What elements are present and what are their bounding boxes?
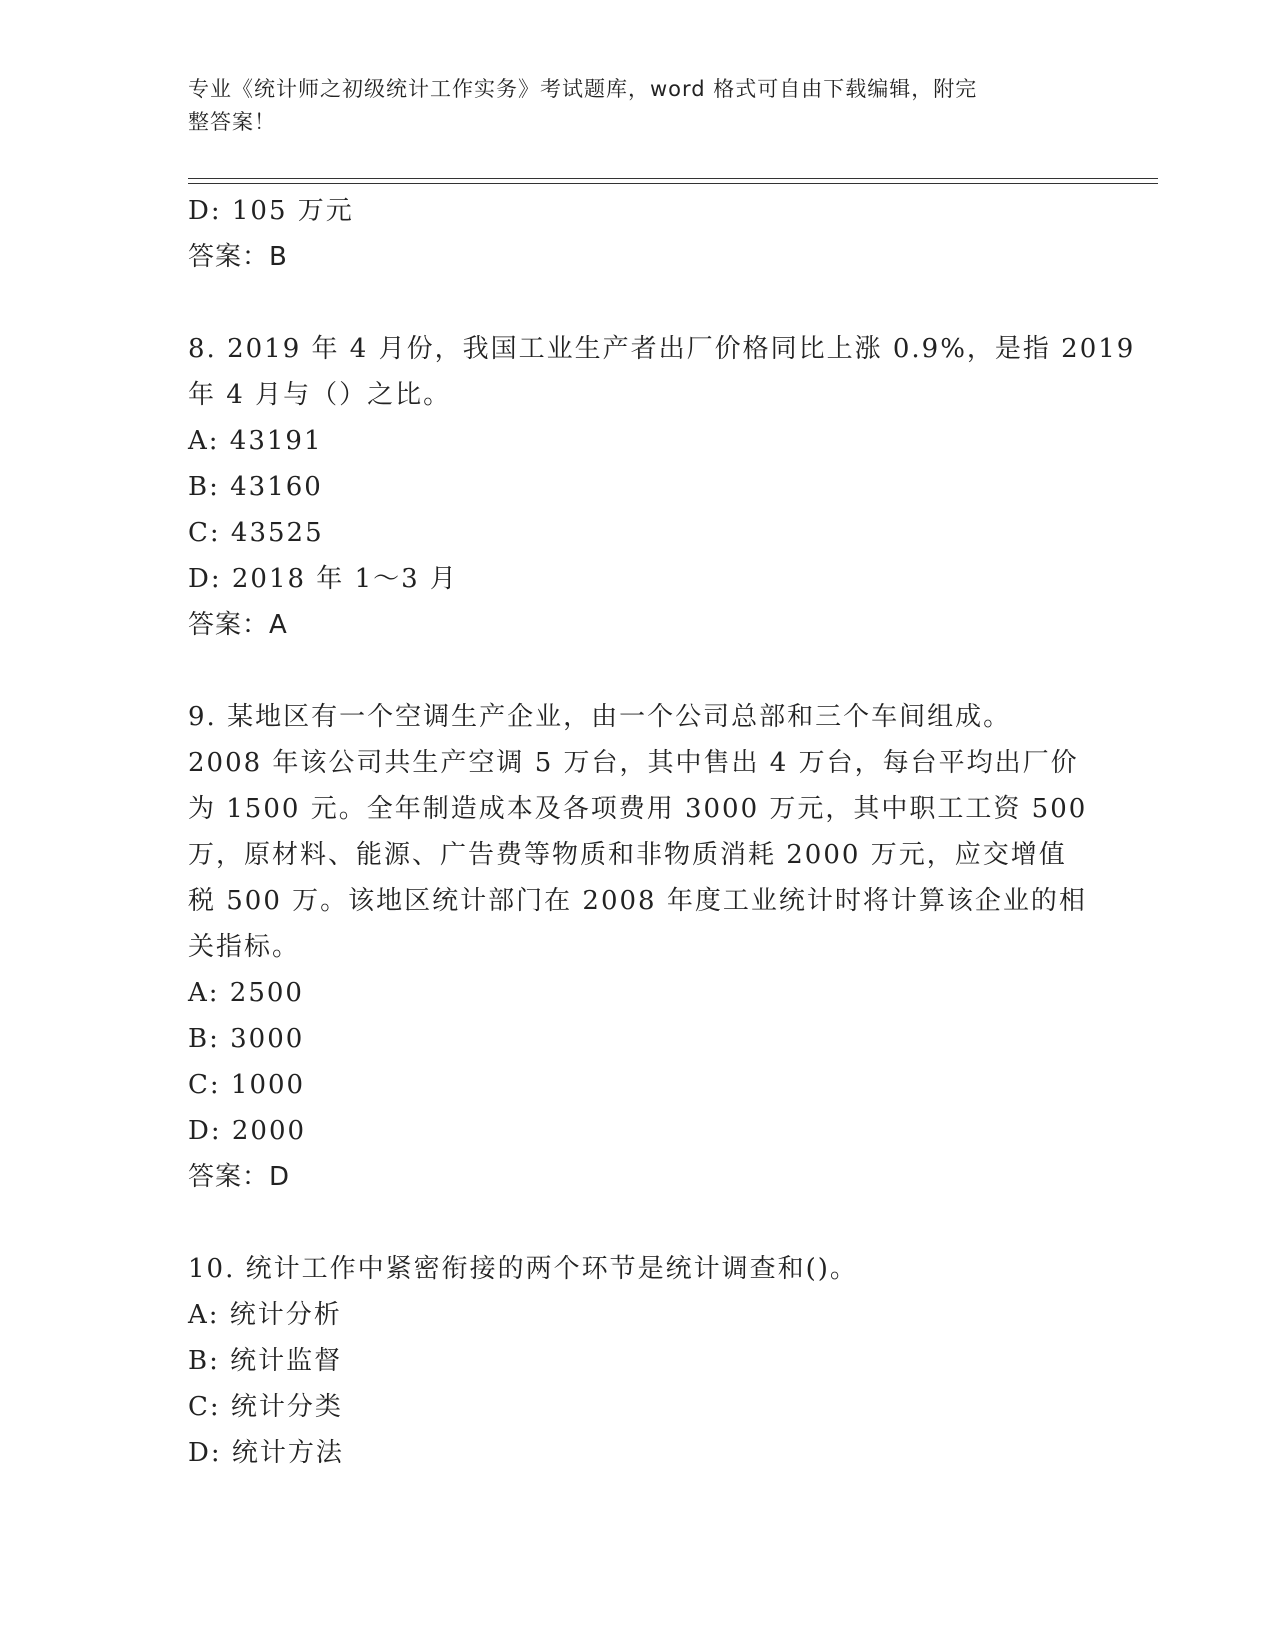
header-divider-bottom [188,183,1158,184]
header-line-1: 专业《统计师之初级统计工作实务》考试题库，word 格式可自由下载编辑，附完 [188,77,978,101]
q9-option-c: C: 1000 [188,1070,306,1100]
q9-stem-line: 为 1500 元。全年制造成本及各项费用 3000 万元，其中职工工资 500 [188,794,1088,824]
header-line-2: 整答案！ [188,110,276,134]
q9-option-b: B: 3000 [188,1024,305,1054]
q8-option-b: B: 43160 [188,472,323,502]
q9-stem-line: 关指标。 [188,932,301,962]
q10-option-c: C: 统计分类 [188,1392,343,1422]
q9-stem-line: 万，原材料、能源、广告费等物质和非物质消耗 2000 万元，应交增值 [188,840,1067,870]
q7-answer: 答案：B [188,242,288,272]
q9-stem-line: 税 500 万。该地区统计部门在 2008 年度工业统计时将计算该企业的相 [188,886,1087,916]
q9-option-d: D: 2000 [188,1116,307,1146]
q9-stem-line: 9. 某地区有一个空调生产企业，由一个公司总部和三个车间组成。 [188,702,1012,732]
q8-stem-line: 年 4 月与（）之比。 [188,380,452,410]
q10-stem-line: 10. 统计工作中紧密衔接的两个环节是统计调查和()。 [188,1254,858,1284]
question-10 [188,1246,1088,1476]
spacer [188,648,1088,694]
document-header [188,73,1088,139]
q8-stem-line: 8. 2019 年 4 月份，我国工业生产者出厂价格同比上涨 0.9%，是指 2019 [188,334,1136,364]
question-content [188,188,1136,1476]
q9-option-a: A: 2500 [188,978,304,1008]
q10-option-a: A: 统计分析 [188,1300,342,1330]
q8-option-c: C: 43525 [188,518,324,548]
q7-option-d: D: 105 万元 [188,196,354,226]
q8-option-d: D: 2018 年 1～3 月 [188,564,458,594]
q10-option-b: B: 统计监督 [188,1346,343,1376]
q9-answer: 答案：D [188,1162,291,1192]
spacer [188,280,1088,326]
header-divider-top [188,178,1158,179]
q10-option-d: D: 统计方法 [188,1438,344,1468]
question-9 [188,694,1088,1200]
q8-answer: 答案：A [188,610,288,640]
q8-option-a: A: 43191 [188,426,323,456]
question-8 [188,326,1136,648]
spacer [188,1200,1088,1246]
q9-stem-line: 2008 年该公司共生产空调 5 万台，其中售出 4 万台，每台平均出厂价 [188,748,1079,778]
